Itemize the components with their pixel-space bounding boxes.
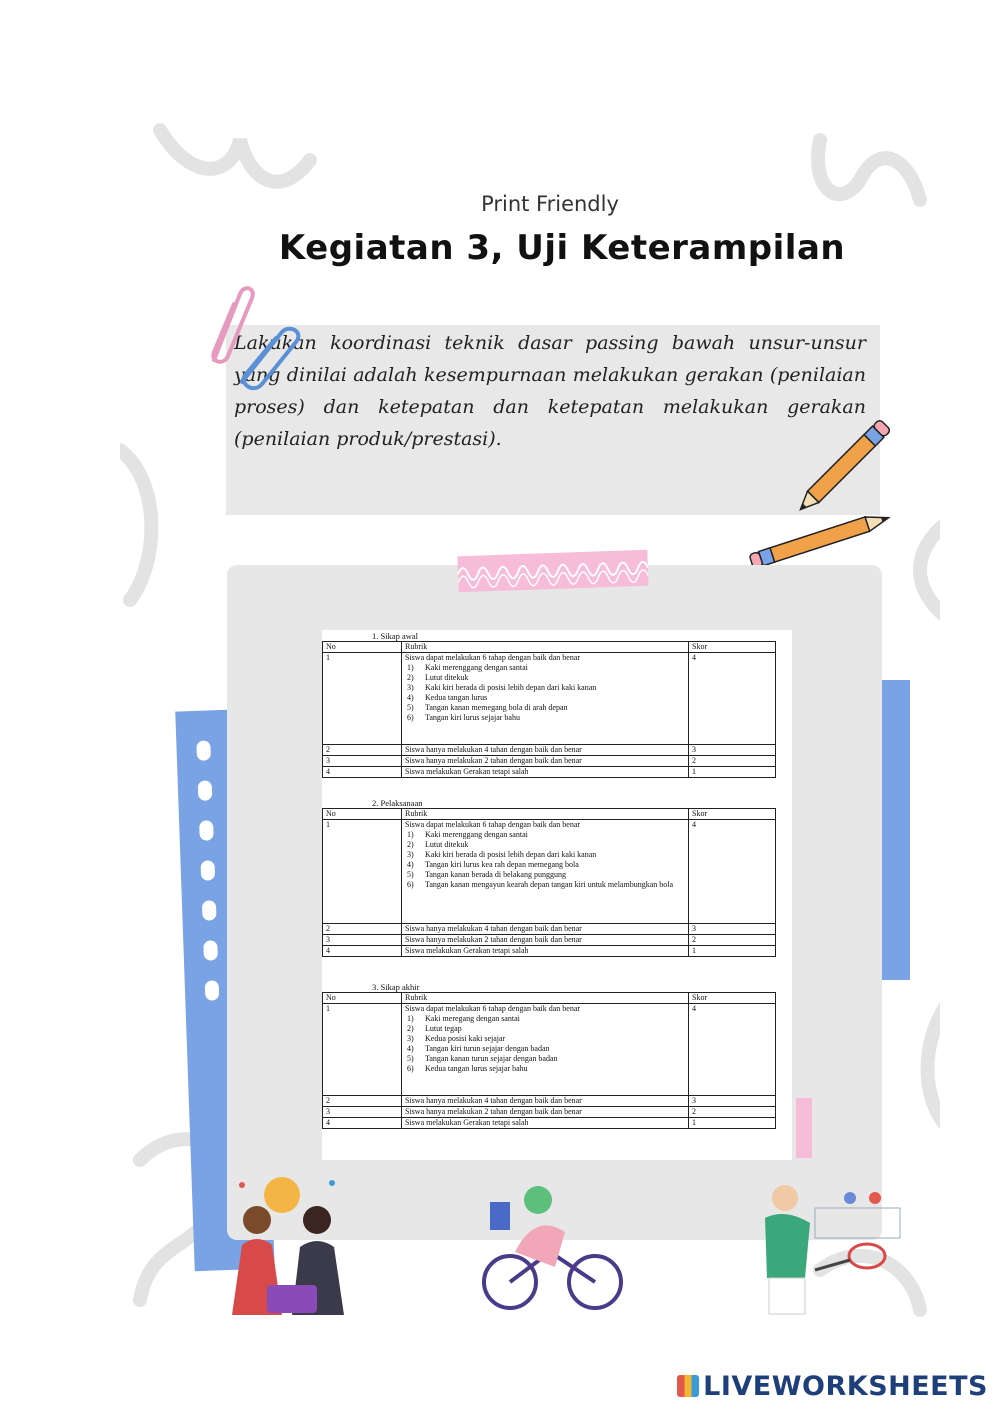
step-item	[405, 1014, 685, 1024]
step-text: Tangan kiri lurus kea rah depan memegang bola	[425, 860, 579, 869]
row-no: 2	[323, 745, 402, 756]
step-text: Kedua posisi kaki sejajar	[425, 1034, 506, 1043]
rubric-text: Siswa dapat melakukan 6 tahap dengan baik dan benar	[405, 653, 581, 662]
step-item	[405, 703, 685, 713]
row-score: 3	[689, 924, 776, 935]
step-item	[405, 713, 685, 723]
step-text: Kedua tangan lurus	[425, 693, 488, 702]
section-title: 2. Pelaksanaan	[372, 798, 423, 808]
row-score: 3	[689, 745, 776, 756]
paperclip-icon	[232, 322, 312, 392]
step-item	[405, 840, 685, 850]
step-text: Tangan kanan berada di belakang punggung	[425, 870, 566, 879]
step-item	[405, 850, 685, 860]
row-score: 4	[689, 820, 776, 924]
row-no: 1	[323, 653, 402, 745]
step-item	[405, 1054, 685, 1064]
rubric-table	[322, 992, 776, 1129]
rubric-table	[322, 808, 776, 957]
step-number: 4)	[407, 1044, 414, 1053]
step-number: 1)	[407, 1014, 414, 1023]
step-item	[405, 1044, 685, 1054]
step-number: 1)	[407, 663, 414, 672]
step-item	[405, 673, 685, 683]
step-item	[405, 1024, 685, 1034]
step-text: Kaki merenggang dengan santai	[425, 663, 528, 672]
step-item	[405, 683, 685, 693]
rubric-table	[322, 641, 776, 778]
step-number: 5)	[407, 1054, 414, 1063]
notebook-hole	[202, 900, 217, 920]
header-skor: Skor	[689, 642, 776, 653]
liveworksheets-logo	[677, 1371, 988, 1402]
step-text: Lutut ditekuk	[425, 840, 469, 849]
step-item	[405, 870, 685, 880]
row-rubric: Siswa hanya melakukan 4 tahan dengan baik dan benar	[402, 745, 689, 756]
print-friendly-label: Print Friendly	[481, 192, 619, 216]
notebook-hole	[205, 980, 220, 1000]
row-score: 1	[689, 767, 776, 778]
step-number: 6)	[407, 880, 414, 889]
notebook-hole	[200, 860, 215, 880]
step-text: Tangan kiri turun sejajar dengan badan	[425, 1044, 550, 1053]
header-rubrik: Rubrik	[402, 993, 689, 1004]
header-no: No	[323, 809, 402, 820]
row-score: 3	[689, 1096, 776, 1107]
step-number: 4)	[407, 693, 414, 702]
notebook-hole	[199, 820, 214, 840]
header-skor: Skor	[689, 993, 776, 1004]
step-text: Lutut tegap	[425, 1024, 462, 1033]
step-list	[405, 830, 685, 890]
row-rubric: Siswa hanya melakukan 4 tahan dengan baik dan benar	[402, 924, 689, 935]
rubric-text: Siswa dapat melakukan 6 tahap dengan baik dan benar	[405, 820, 581, 829]
step-number: 1)	[407, 830, 414, 839]
step-number: 3)	[407, 850, 414, 859]
row-score: 2	[689, 1107, 776, 1118]
row-no: 3	[323, 1107, 402, 1118]
section-title: 3. Sikap akhir	[372, 982, 420, 992]
row-rubric	[402, 820, 689, 924]
table-row	[323, 935, 776, 946]
step-text: Kaki meregang dengan santai	[425, 1014, 520, 1023]
step-item	[405, 880, 685, 890]
table-row	[323, 820, 776, 924]
step-number: 5)	[407, 703, 414, 712]
dancing-friends-illustration	[212, 1165, 362, 1315]
table-row	[323, 1118, 776, 1129]
row-rubric	[402, 1004, 689, 1096]
notebook-hole	[203, 940, 218, 960]
row-no: 1	[323, 820, 402, 924]
step-text: Kaki kiri berada di posisi lebih depan dari kaki kanan	[425, 850, 597, 859]
page-title: Kegiatan 3, Uji Keterampilan	[278, 228, 846, 268]
step-text: Kedua tangan lurus sejajar bahu	[425, 1064, 528, 1073]
step-item	[405, 663, 685, 673]
step-list	[405, 663, 685, 723]
table-row	[323, 1096, 776, 1107]
row-no: 4	[323, 1118, 402, 1129]
rubric-text: Siswa dapat melakukan 6 tahap dengan baik dan benar	[405, 1004, 581, 1013]
tennis-players-illustration	[755, 1178, 905, 1318]
step-text: Tangan kanan turun sejajar dengan badan	[425, 1054, 558, 1063]
step-number: 6)	[407, 1064, 414, 1073]
row-no: 2	[323, 924, 402, 935]
step-text: Tangan kanan mengayun kearah depan tangan kiri untuk melambungkan bola	[425, 880, 674, 889]
washi-tape	[457, 550, 648, 593]
table-row	[323, 924, 776, 935]
row-no: 4	[323, 946, 402, 957]
row-rubric: Siswa hanya melakukan 2 tahan dengan baik dan benar	[402, 1107, 689, 1118]
row-score: 2	[689, 756, 776, 767]
section-title: 1. Sikap awal	[372, 631, 419, 641]
step-number: 3)	[407, 1034, 414, 1043]
notebook-hole	[196, 740, 211, 760]
row-rubric: Siswa melakukan Gerakan tetapi salah	[402, 1118, 689, 1129]
step-number: 5)	[407, 870, 414, 879]
notebook-hole	[198, 780, 213, 800]
row-rubric: Siswa melakukan Gerakan tetapi salah	[402, 767, 689, 778]
header-rubrik: Rubrik	[402, 642, 689, 653]
row-no: 3	[323, 756, 402, 767]
table-header-row	[323, 993, 776, 1004]
row-score: 4	[689, 1004, 776, 1096]
step-text: Kaki kiri berada di posisi lebih depan dari kaki kanan	[425, 683, 597, 692]
table-row	[323, 946, 776, 957]
step-number: 2)	[407, 1024, 414, 1033]
table-row	[323, 745, 776, 756]
table-row	[323, 653, 776, 745]
washi-tape-strip	[796, 1098, 812, 1158]
step-text: Kaki merenggang dengan santai	[425, 830, 528, 839]
step-number: 4)	[407, 860, 414, 869]
header-no: No	[323, 642, 402, 653]
row-score: 1	[689, 946, 776, 957]
row-no: 2	[323, 1096, 402, 1107]
row-no: 1	[323, 1004, 402, 1096]
table-row	[323, 1107, 776, 1118]
table-row	[323, 1004, 776, 1096]
row-score: 2	[689, 935, 776, 946]
step-text: Lutut ditekuk	[425, 673, 469, 682]
step-item	[405, 830, 685, 840]
header-skor: Skor	[689, 809, 776, 820]
table-header-row	[323, 809, 776, 820]
step-item	[405, 693, 685, 703]
step-number: 3)	[407, 683, 414, 692]
step-text: Tangan kiri lurus sejajar bahu	[425, 713, 520, 722]
rubric-document	[322, 630, 792, 1160]
row-rubric: Siswa hanya melakukan 4 tahan dengan baik dan benar	[402, 1096, 689, 1107]
header-rubrik: Rubrik	[402, 809, 689, 820]
row-no: 3	[323, 935, 402, 946]
step-number: 2)	[407, 673, 414, 682]
row-score: 1	[689, 1118, 776, 1129]
step-number: 6)	[407, 713, 414, 722]
instruction-text: Lakukan koordinasi teknik dasar passing bawah unsur-unsur yang dinilai adalah kesempurnaan melakukan gerakan (penilaian proses) dan ketepatan dan ketepatan melakukan gerakan (penilaian produk/prestasi).	[234, 332, 866, 450]
row-rubric: Siswa melakukan Gerakan tetapi salah	[402, 946, 689, 957]
brand-name: LIVEWORKSHEETS	[703, 1371, 988, 1402]
row-score: 4	[689, 653, 776, 745]
row-rubric	[402, 653, 689, 745]
liveworksheets-logo-icon	[677, 1375, 699, 1397]
step-list	[405, 1014, 685, 1074]
table-row	[323, 767, 776, 778]
table-row	[323, 756, 776, 767]
step-item	[405, 860, 685, 870]
row-no: 4	[323, 767, 402, 778]
row-rubric: Siswa hanya melakukan 2 tahan dengan baik dan benar	[402, 756, 689, 767]
table-header-row	[323, 642, 776, 653]
step-number: 2)	[407, 840, 414, 849]
step-item	[405, 1034, 685, 1044]
step-item	[405, 1064, 685, 1074]
row-rubric: Siswa hanya melakukan 2 tahan dengan baik dan benar	[402, 935, 689, 946]
header-no: No	[323, 993, 402, 1004]
cyclist-illustration	[480, 1172, 625, 1312]
step-text: Tangan kanan memegang bola di arah depan	[425, 703, 568, 712]
